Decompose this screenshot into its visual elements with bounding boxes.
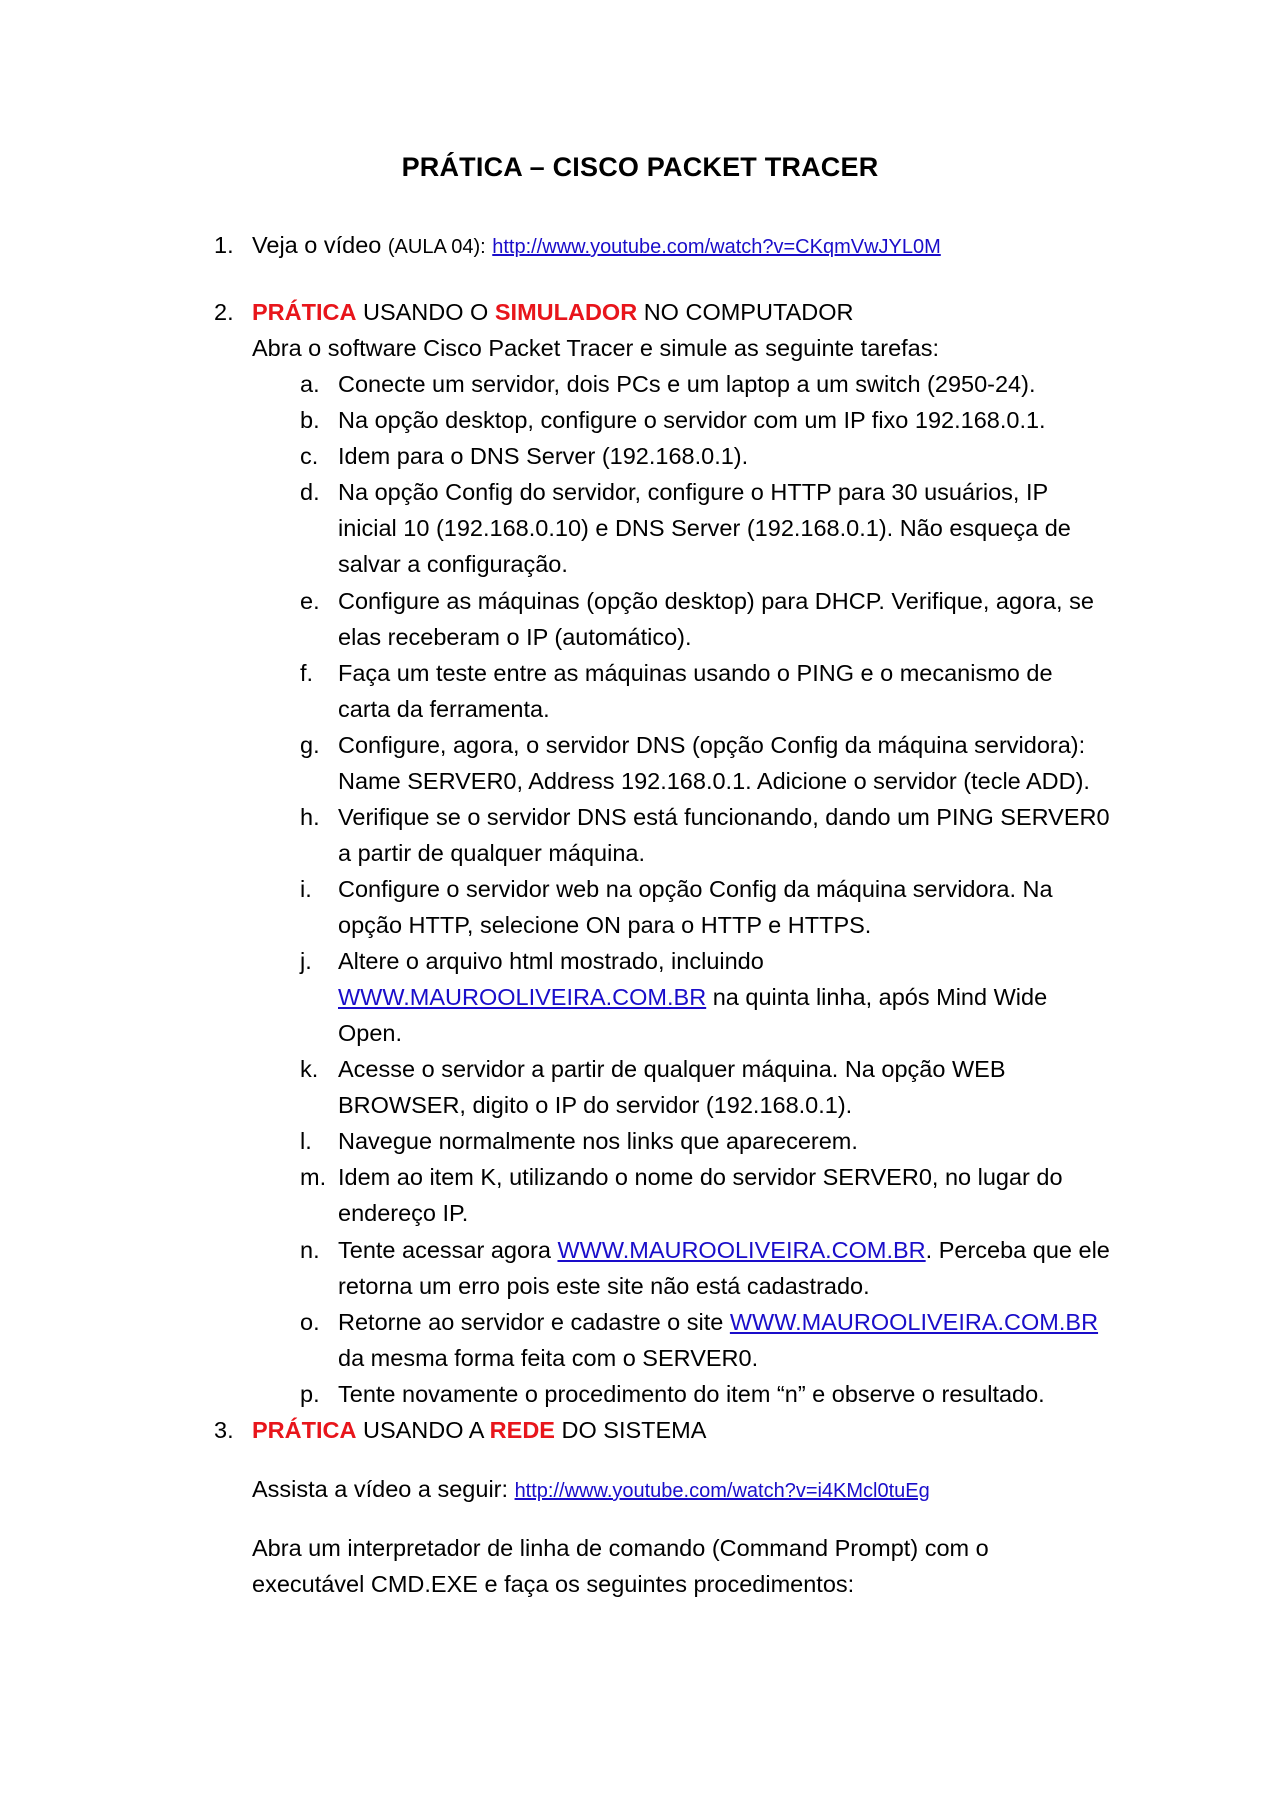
list-item-continuation: elas receberam o IP (automático).: [338, 624, 692, 650]
section-2-heading-tail: NO COMPUTADOR: [643, 299, 854, 325]
mauro-oliveira-link[interactable]: WWW.MAUROOLIVEIRA.COM.BR: [338, 984, 707, 1010]
list-item-marker: k.: [300, 1056, 319, 1082]
list-item-continuation: Name SERVER0, Address 192.168.0.1. Adicione o servidor (tecle ADD).: [338, 768, 1090, 794]
list-item-marker: c.: [300, 443, 319, 469]
list-item-continuation: opção HTTP, selecione ON para o HTTP e HTTPS.: [338, 912, 872, 938]
list-item-continuation: salvar a configuração.: [338, 551, 568, 577]
section-1-text: Veja o vídeo: [252, 232, 382, 258]
list-item-text: Faça um teste entre as máquinas usando o PING e o mecanismo de: [338, 660, 1053, 686]
list-item-text-group: [338, 1236, 1110, 1264]
section-2-number: 2.: [214, 299, 234, 325]
list-item-continuation: retorna um erro pois este site não está cadastrado.: [338, 1273, 870, 1299]
list-item-text-group: [338, 1308, 1098, 1336]
list-item-text: Configure, agora, o servidor DNS (opção Config da máquina servidora):: [338, 732, 1086, 758]
section-1-video-link[interactable]: http://www.youtube.com/watch?v=CKqmVwJYL0M: [492, 236, 941, 258]
list-item-continuation: BROWSER, digito o IP do servidor (192.168.0.1).: [338, 1092, 853, 1118]
section-3-paragraph-line: Abra um interpretador de linha de comando (Command Prompt) com o: [252, 1535, 989, 1561]
list-item-marker: f.: [300, 660, 314, 686]
list-item-text: Retorne ao servidor e cadastre o site: [338, 1309, 730, 1335]
list-item-text: Acesse o servidor a partir de qualquer máquina. Na opção WEB: [338, 1056, 1006, 1082]
list-item-marker: p.: [300, 1381, 320, 1407]
list-item-marker: m.: [300, 1164, 327, 1190]
list-item-text: Altere o arquivo html mostrado, incluindo: [338, 948, 764, 974]
list-item-marker: d.: [300, 479, 320, 505]
section-2-heading-emphasis-1: PRÁTICA: [252, 299, 357, 325]
section-3-number: 3.: [214, 1417, 234, 1443]
list-item-text: Na opção desktop, configure o servidor com um IP fixo 192.168.0.1.: [338, 407, 1046, 433]
list-item-text: Tente novamente o procedimento do item “n” e observe o resultado.: [338, 1381, 1045, 1407]
list-item-continuation: inicial 10 (192.168.0.10) e DNS Server (192.168.0.1). Não esqueça de: [338, 515, 1071, 541]
list-item-text: na quinta linha, após Mind Wide: [706, 984, 1048, 1010]
section-3-video-text: Assista a vídeo a seguir:: [252, 1476, 509, 1502]
list-item-marker: g.: [300, 732, 320, 758]
section-3-heading-text: [252, 1416, 706, 1444]
list-item-marker: h.: [300, 804, 320, 830]
list-item-continuation: carta da ferramenta.: [338, 696, 550, 722]
list-item-text: Tente acessar agora: [338, 1237, 558, 1263]
section-3-heading-tail: DO SISTEMA: [561, 1417, 707, 1443]
section-1-number: 1.: [214, 232, 234, 258]
section-1-note: (AULA 04):: [387, 236, 486, 258]
list-item-marker: e.: [300, 588, 320, 614]
list-item-continuation: [338, 983, 1047, 1011]
list-item-text: . Perceba que ele: [925, 1237, 1110, 1263]
section-3-heading-mid: USANDO A: [362, 1417, 484, 1443]
list-item-continuation: da mesma forma feita com o SERVER0.: [338, 1345, 759, 1371]
section-3-paragraph-line: executável CMD.EXE e faça os seguintes procedimentos:: [252, 1571, 855, 1597]
list-item-continuation: endereço IP.: [338, 1200, 469, 1226]
section-3-video: [252, 1475, 930, 1503]
list-item-marker: j.: [300, 948, 312, 974]
list-item-text: Verifique se o servidor DNS está funcionando, dando um PING SERVER0: [338, 804, 1110, 830]
list-item-continuation: a partir de qualquer máquina.: [338, 840, 646, 866]
mauro-oliveira-link[interactable]: WWW.MAUROOLIVEIRA.COM.BR: [557, 1237, 926, 1263]
list-item-marker: i.: [300, 876, 312, 902]
page-title: PRÁTICA – CISCO PACKET TRACER: [401, 152, 879, 182]
list-item-marker: a.: [300, 371, 320, 397]
list-item-text: Idem para o DNS Server (192.168.0.1).: [338, 443, 749, 469]
section-2-heading-emphasis-2: SIMULADOR: [494, 299, 638, 325]
list-item-text: Configure o servidor web na opção Config da máquina servidora. Na: [338, 876, 1053, 902]
list-item-text: Navegue normalmente nos links que aparecerem.: [338, 1128, 858, 1154]
list-item-marker: o.: [300, 1309, 320, 1335]
list-item-marker: n.: [300, 1237, 320, 1263]
section-2-heading-mid: USANDO O: [362, 299, 489, 325]
section-3-video-link[interactable]: http://www.youtube.com/watch?v=i4KMcl0tuEg: [514, 1480, 930, 1502]
list-item-text: Idem ao item K, utilizando o nome do servidor SERVER0, no lugar do: [338, 1164, 1063, 1190]
mauro-oliveira-link[interactable]: WWW.MAUROOLIVEIRA.COM.BR: [729, 1309, 1099, 1335]
list-item-text: Na opção Config do servidor, configure o HTTP para 30 usuários, IP: [338, 479, 1049, 505]
section-2-heading-text: [252, 298, 853, 326]
list-item-continuation: Open.: [338, 1020, 403, 1046]
section-3-heading-emphasis-1: PRÁTICA: [252, 1417, 357, 1443]
section-1-text-group: [252, 231, 941, 259]
list-item-marker: l.: [300, 1128, 312, 1154]
list-item-text: Configure as máquinas (opção desktop) para DHCP. Verifique, agora, se: [338, 588, 1094, 614]
list-item-marker: b.: [300, 407, 320, 433]
list-item-text: Conecte um servidor, dois PCs e um laptop a um switch (2950-24).: [338, 371, 1036, 397]
section-2-intro: Abra o software Cisco Packet Tracer e simule as seguinte tarefas:: [252, 335, 940, 361]
section-3-heading-emphasis-2: REDE: [489, 1417, 555, 1443]
